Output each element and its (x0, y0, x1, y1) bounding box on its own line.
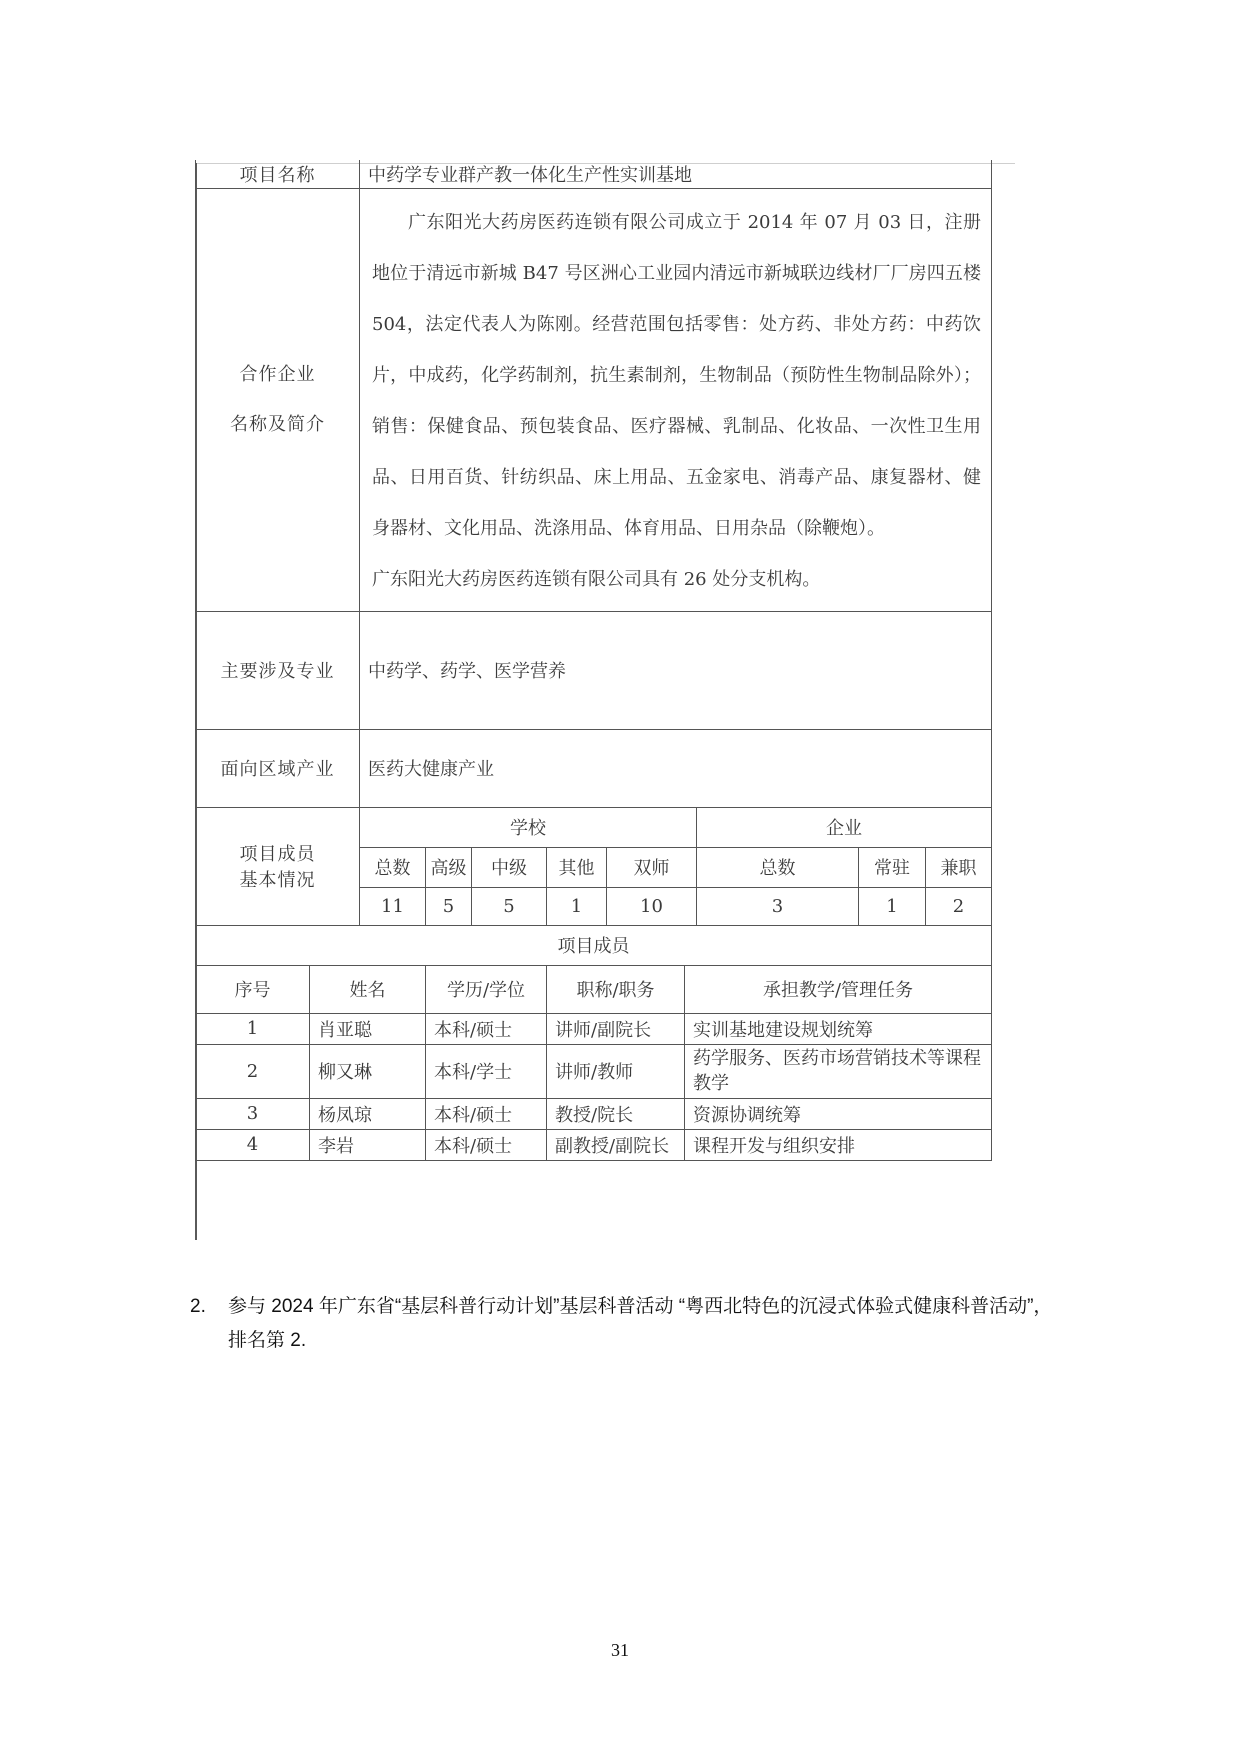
project-name-value: 中药学专业群产教一体化生产性实训基地 (360, 160, 992, 188)
member-degree: 本科/硕士 (426, 1098, 547, 1129)
member-header-name: 姓名 (310, 965, 426, 1013)
school-header-other: 其他 (547, 847, 607, 887)
member-index: 3 (196, 1098, 310, 1129)
members-basic-label (196, 807, 360, 925)
member-task: 课程开发与组织安排 (685, 1129, 992, 1160)
row-member-headers (196, 965, 992, 1013)
enterprise-header-resident: 常驻 (859, 847, 926, 887)
table-row (196, 1044, 992, 1098)
row-member-groups (196, 807, 992, 847)
scanned-table-figure (195, 160, 1015, 1240)
member-title: 教授/院长 (547, 1098, 685, 1129)
row-majors (196, 611, 992, 729)
enterprise-value-total: 3 (697, 887, 859, 925)
majors-label: 主要涉及专业 (196, 611, 360, 729)
industry-label: 面向区域产业 (196, 729, 360, 807)
project-name-label: 项目名称 (196, 160, 360, 188)
member-name: 肖亚聪 (310, 1013, 426, 1044)
member-title: 讲师/副院长 (547, 1013, 685, 1044)
school-value-intermediate: 5 (472, 887, 547, 925)
members-title: 项目成员 (196, 925, 992, 965)
row-members-title (196, 925, 992, 965)
member-title: 副教授/副院长 (547, 1129, 685, 1160)
enterprise-value-parttime: 2 (926, 887, 992, 925)
row-partner (196, 188, 992, 611)
school-value-other: 1 (547, 887, 607, 925)
member-header-index: 序号 (196, 965, 310, 1013)
row-project-name (196, 160, 992, 188)
table-row (196, 1098, 992, 1129)
enterprise-group-header: 企业 (697, 807, 992, 847)
member-degree: 本科/硕士 (426, 1013, 547, 1044)
page-number: 31 (611, 1640, 629, 1660)
enterprise-value-resident: 1 (859, 887, 926, 925)
item-text: 参与 2024 年广东省“基层科普行动计划”基层科普活动 “粤西北特色的沉浸式体验式健康科普活动”，排名第 2. (228, 1296, 1053, 1351)
row-industry (196, 729, 992, 807)
majors-value: 中药学、药学、医学营养 (360, 611, 992, 729)
members-basic-label-line1: 项目成员 (239, 844, 316, 865)
member-task: 资源协调统筹 (685, 1098, 992, 1129)
enterprise-header-total: 总数 (697, 847, 859, 887)
member-name: 杨凤琼 (310, 1098, 426, 1129)
industry-value: 医药大健康产业 (360, 729, 992, 807)
school-header-intermediate: 中级 (472, 847, 547, 887)
school-header-senior: 高级 (426, 847, 472, 887)
member-degree: 本科/学士 (426, 1044, 547, 1098)
partner-label-line2: 名称及简介 (230, 413, 325, 435)
member-index: 1 (196, 1013, 310, 1044)
member-header-task: 承担教学/管理任务 (685, 965, 992, 1013)
enterprise-header-parttime: 兼职 (926, 847, 992, 887)
partner-label (196, 188, 360, 611)
project-info-table (195, 160, 992, 1161)
member-degree: 本科/硕士 (426, 1129, 547, 1160)
school-value-dual: 10 (607, 887, 697, 925)
member-header-title: 职称/职务 (547, 965, 685, 1013)
item-number: 2. (190, 1296, 206, 1317)
school-value-senior: 5 (426, 887, 472, 925)
table-row (196, 1129, 992, 1160)
school-group-header: 学校 (360, 807, 697, 847)
member-header-degree: 学历/学位 (426, 965, 547, 1013)
partner-intro-paragraph-2: 广东阳光大药房医药连锁有限公司具有 26 处分支机构。 (372, 568, 821, 590)
school-header-total: 总数 (360, 847, 426, 887)
partner-intro (360, 188, 992, 611)
partner-label-line1: 合作企业 (239, 363, 316, 385)
members-basic-label-line2: 基本情况 (239, 870, 316, 891)
member-task: 实训基地建设规划统筹 (685, 1013, 992, 1044)
school-header-dual: 双师 (607, 847, 697, 887)
member-title: 讲师/教师 (547, 1044, 685, 1098)
member-name: 柳又琳 (310, 1044, 426, 1098)
member-index: 2 (196, 1044, 310, 1098)
partner-intro-paragraph-1: 广东阳光大药房医药连锁有限公司成立于 2014 年 07 月 03 日，注册地位于清远市新城 B47 号区洲心工业园内清远市新城联边线材厂厂房四五楼 504，法定代表人为陈刚。经营范围包括零售：处方药、非处方药：中药饮片，中成药，化学药制剂，抗生素制剂，生物制品（预防性生物制品除外）；销售：保健食品、预包装食品、医疗器械、乳制品、化妆品、一次性卫生用品、日用百货、针纺织品、床上用品、五金家电、消毒产品、康复器材、健身器材、文化用品、洗涤用品、体育用品、日用杂品（除鞭炮）。 (372, 211, 981, 539)
school-value-total: 11 (360, 887, 426, 925)
table-row (196, 1013, 992, 1044)
member-task: 药学服务、医药市场营销技术等课程教学 (685, 1044, 992, 1098)
member-name: 李岩 (310, 1129, 426, 1160)
member-index: 4 (196, 1129, 310, 1160)
